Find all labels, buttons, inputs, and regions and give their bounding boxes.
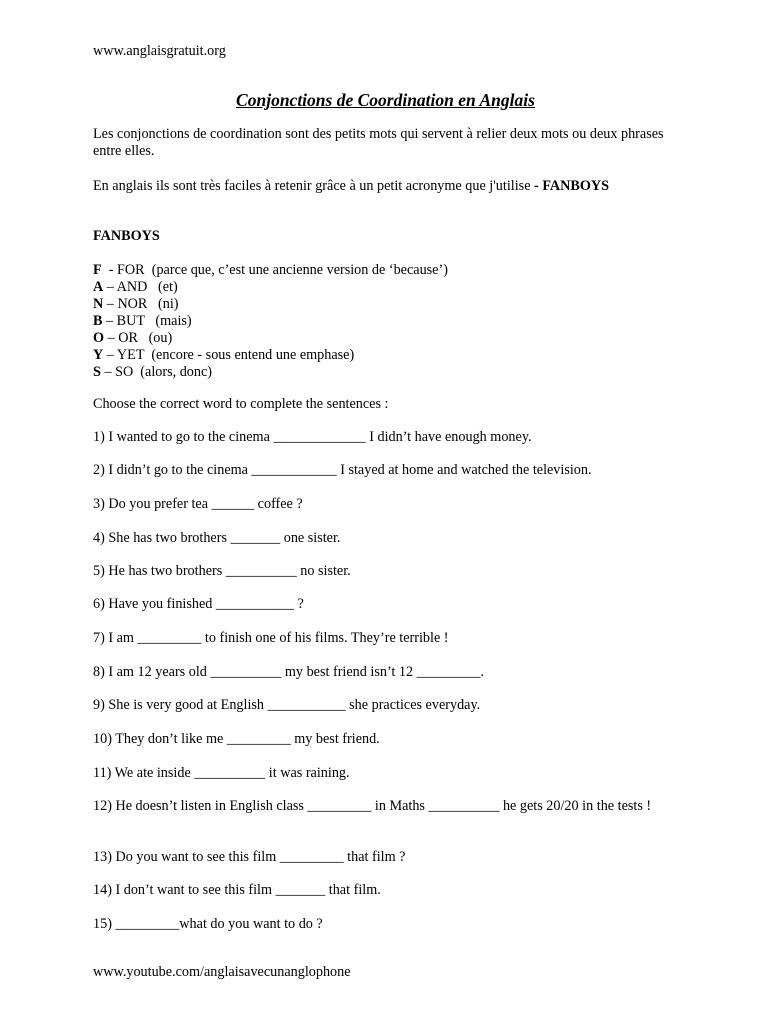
question-9: 9) She is very good at English ___________ she practices everyday. bbox=[93, 697, 481, 713]
fanboys-letter: S bbox=[93, 364, 101, 380]
exercise-instruction: Choose the correct word to complete the sentences : bbox=[93, 396, 389, 412]
question-6: 6) Have you finished ___________ ? bbox=[93, 596, 304, 612]
fanboys-letter: F bbox=[93, 262, 102, 278]
fanboys-meaning: – BUT (mais) bbox=[102, 313, 192, 329]
question-5: 5) He has two brothers __________ no sister. bbox=[93, 563, 351, 579]
intro-paragraph-2-acronym: - FANBOYS bbox=[534, 178, 610, 194]
fanboys-meaning: – NOR (ni) bbox=[103, 296, 179, 312]
fanboys-item-a bbox=[93, 279, 448, 296]
question-7: 7) I am _________ to finish one of his films. They’re terrible ! bbox=[93, 630, 449, 646]
question-1: 1) I wanted to go to the cinema _____________ I didn’t have enough money. bbox=[93, 429, 532, 445]
fanboys-meaning: - FOR (parce que, c’est une ancienne version de ‘because’) bbox=[101, 262, 448, 278]
fanboys-item-b bbox=[93, 313, 448, 330]
fanboys-heading: FANBOYS bbox=[93, 228, 160, 244]
intro-paragraph-1: Les conjonctions de coordination sont des petits mots qui servent à relier deux mots ou deux phrases entre elles. bbox=[93, 126, 664, 159]
question-12: 12) He doesn’t listen in English class _________ in Maths __________ he gets 20/20 in the tests ! bbox=[93, 798, 652, 814]
fanboys-meaning: – OR (ou) bbox=[104, 330, 173, 346]
fanboys-meaning: – AND (et) bbox=[103, 279, 178, 295]
fanboys-list bbox=[93, 262, 448, 381]
fanboys-meaning: – YET (encore - sous entend une emphase) bbox=[103, 347, 355, 363]
fanboys-letter: O bbox=[93, 330, 105, 346]
question-2: 2) I didn’t go to the cinema ____________ I stayed at home and watched the television. bbox=[93, 462, 592, 478]
fanboys-letter: N bbox=[93, 296, 104, 312]
question-11: 11) We ate inside __________ it was raining. bbox=[93, 765, 350, 781]
fanboys-letter: B bbox=[93, 313, 103, 329]
fanboys-item-y bbox=[93, 347, 448, 364]
intro-paragraph-2 bbox=[93, 178, 678, 195]
question-10: 10) They don’t like me _________ my best friend. bbox=[93, 731, 380, 747]
fanboys-meaning: – SO (alors, donc) bbox=[100, 364, 213, 380]
footer-url: www.youtube.com/anglaisavecunanglophone bbox=[93, 964, 351, 980]
header-url: www.anglaisgratuit.org bbox=[93, 43, 226, 59]
question-14: 14) I don’t want to see this film _______ that film. bbox=[93, 882, 381, 898]
fanboys-letter: A bbox=[93, 279, 104, 295]
question-8: 8) I am 12 years old __________ my best friend isn’t 12 _________. bbox=[93, 664, 485, 680]
fanboys-letter: Y bbox=[93, 347, 104, 363]
question-15: 15) _________what do you want to do ? bbox=[93, 916, 323, 932]
intro-paragraph-2-text: En anglais ils sont très faciles à retenir grâce à un petit acronyme que j'utilise bbox=[93, 178, 535, 194]
fanboys-item-s bbox=[93, 364, 448, 381]
question-13: 13) Do you want to see this film _________ that film ? bbox=[93, 849, 406, 865]
question-3: 3) Do you prefer tea ______ coffee ? bbox=[93, 496, 303, 512]
question-4: 4) She has two brothers _______ one sister. bbox=[93, 530, 341, 546]
fanboys-item-f bbox=[93, 262, 448, 279]
fanboys-item-n bbox=[93, 296, 448, 313]
page-title: Conjonctions de Coordination en Anglais bbox=[236, 90, 535, 110]
fanboys-item-o bbox=[93, 330, 448, 347]
